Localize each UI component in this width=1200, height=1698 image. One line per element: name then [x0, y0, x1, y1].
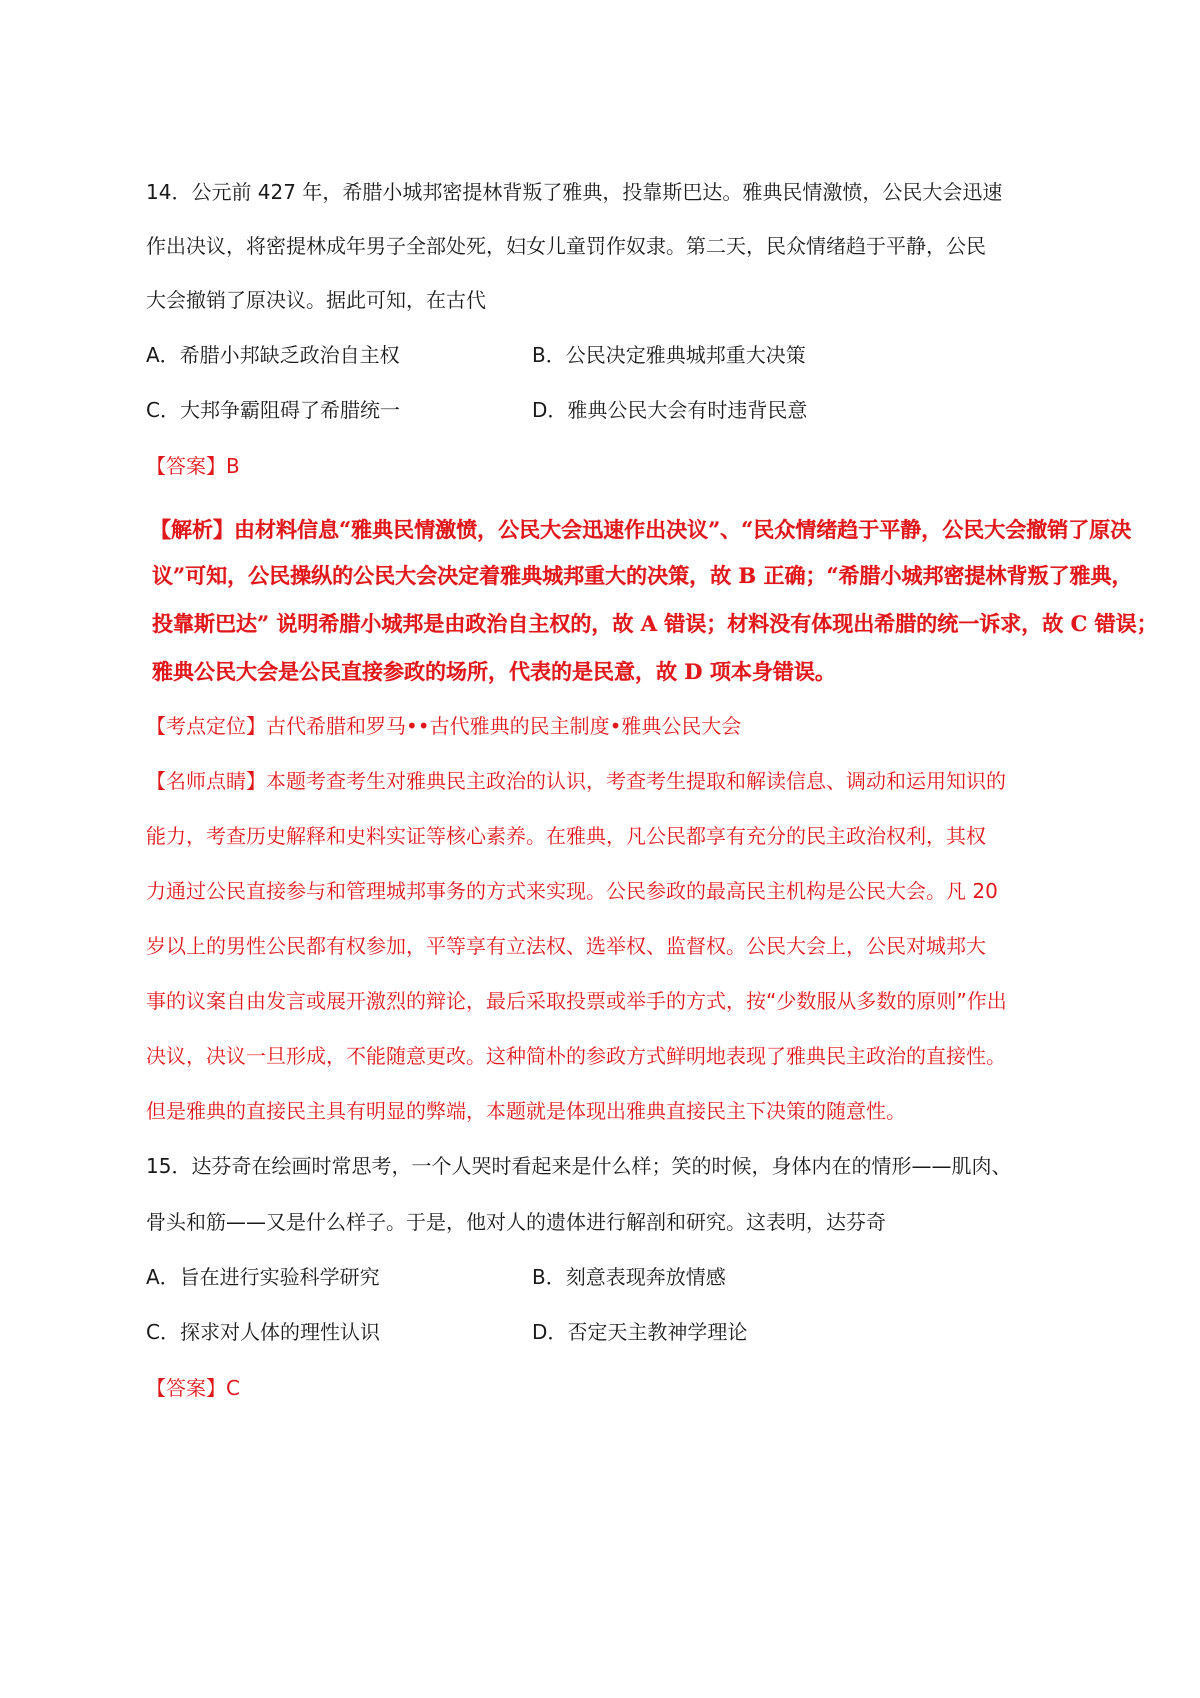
- q14-mingshi-line-2: 能力，考查历史解释和史料实证等核心素养。在雅典，凡公民都享有充分的民主政治权利，其权: [146, 824, 986, 848]
- q15-stem-line-1: 15．达芬奇在绘画时常思考，一个人哭时看起来是什么样；笑的时候，身体内在的情形——肌肉、: [146, 1154, 1012, 1178]
- q14-analysis-line-4: 雅典公民大会是公民直接参政的场所，代表的是民意，故 D 项本身错误。: [152, 659, 836, 684]
- q14-mingshi-line-5: 事的议案自由发言或展开激烈的辩论，最后采取投票或举手的方式，按“少数服从多数的原则”作出: [146, 989, 1007, 1013]
- q15-option-b: B．刻意表现奔放情感: [532, 1265, 726, 1289]
- q14-option-d: D．雅典公民大会有时违背民意: [532, 398, 808, 422]
- q14-answer: [146, 452, 240, 480]
- q14-kaodian: [146, 712, 741, 740]
- q15-option-a: A．旨在进行实验科学研究: [146, 1265, 380, 1289]
- q15-answer: [146, 1374, 240, 1402]
- q14-mingshi-line-6: 决议，决议一旦形成，不能随意更改。这种简朴的参政方式鲜明地表现了雅典民主政治的直接性。: [146, 1044, 1006, 1068]
- q14-kaodian-label: 【考点定位】: [146, 714, 266, 738]
- q14-mingshi-line-7: 但是雅典的直接民主具有明显的弊端，本题就是体现出雅典直接民主下决策的随意性。: [146, 1099, 906, 1123]
- q15-option-c: C．探求对人体的理性认识: [146, 1320, 380, 1344]
- q15-answer-value: C: [226, 1376, 240, 1400]
- q14-option-a: A．希腊小邦缺乏政治自主权: [146, 343, 400, 367]
- q15-option-d: D．否定天主教神学理论: [532, 1320, 748, 1344]
- q14-stem-line-3: 大会撤销了原决议。据此可知，在古代: [146, 288, 486, 312]
- q14-answer-label: 【答案】: [146, 454, 226, 478]
- q15-answer-label: 【答案】: [146, 1376, 226, 1400]
- q14-analysis-line-3: 投靠斯巴达” 说明希腊小城邦是由政治自主权的，故 A 错误；材料没有体现出希腊的统一诉求，故 C 错误；: [152, 611, 1158, 636]
- q14-mingshi-line-3: 力通过公民直接参与和管理城邦事务的方式来实现。公民参政的最高民主机构是公民大会。凡 20: [146, 879, 998, 903]
- q14-mingshi-label: 【名师点睛】: [146, 769, 266, 793]
- q14-kaodian-value: 古代希腊和罗马••古代雅典的民主制度•雅典公民大会: [266, 714, 742, 738]
- q14-analysis-line-1: 【解析】由材料信息“雅典民情激愤，公民大会迅速作出决议”、“民众情绪趋于平静，公民大会撤销了原决: [150, 517, 1132, 542]
- q14-mingshi-line-4: 岁以上的男性公民都有权参加，平等享有立法权、选举权、监督权。公民大会上，公民对城邦大: [146, 934, 986, 958]
- q14-mingshi-text-1: 本题考查考生对雅典民主政治的认识，考查考生提取和解读信息、调动和运用知识的: [266, 769, 1006, 793]
- q14-option-b: B．公民决定雅典城邦重大决策: [532, 343, 806, 367]
- q15-stem-line-2: 骨头和筋——又是什么样子。于是，他对人的遗体进行解剖和研究。这表明，达芬奇: [146, 1210, 886, 1234]
- q14-option-c: C．大邦争霸阻碍了希腊统一: [146, 398, 400, 422]
- q14-stem-line-2: 作出决议，将密提林成年男子全部处死，妇女儿童罚作奴隶。第二天，民众情绪趋于平静，公民: [146, 234, 986, 258]
- q14-analysis-line-2: 议”可知，公民操纵的公民大会决定着雅典城邦重大的决策，故 B 正确；“希腊小城邦密提林背叛了雅典，: [152, 563, 1133, 588]
- q14-stem-line-1: 14．公元前 427 年，希腊小城邦密提林背叛了雅典，投靠斯巴达。雅典民情激愤，公民大会迅速: [146, 180, 1003, 204]
- q14-answer-value: B: [226, 454, 240, 478]
- q14-mingshi-line-1: [146, 767, 1006, 795]
